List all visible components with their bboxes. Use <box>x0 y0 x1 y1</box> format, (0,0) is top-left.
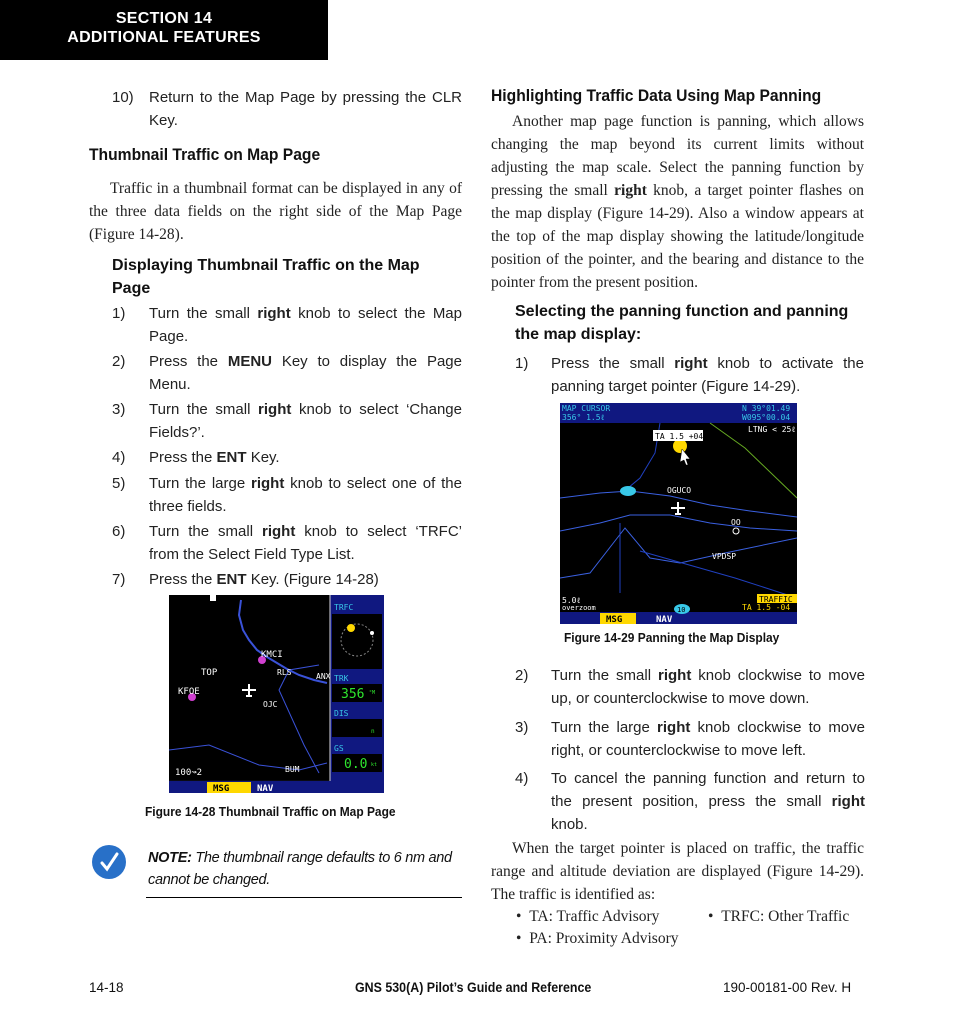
step-number: 4) <box>112 449 126 466</box>
own-aircraft-icon <box>671 502 685 515</box>
trk-unit: °M <box>369 690 376 696</box>
step-text-pre: Press the <box>149 353 228 370</box>
step-number: 5) <box>112 475 126 492</box>
step-text <box>149 398 462 444</box>
label-rls: RLS <box>277 668 292 677</box>
figure-14-28-screen <box>169 595 384 793</box>
ta-bottom-readout: TA 1.5 -04 <box>742 603 791 612</box>
overzoom-label: overzoom <box>562 604 596 612</box>
bullet-text: PA: Proximity Advisory <box>529 930 679 947</box>
right-step-1 <box>515 352 865 400</box>
label-bum: BUM <box>285 765 300 774</box>
msg-annunciator: MSG <box>606 615 623 624</box>
cursor-bearing: 356° 1.5ℓ <box>562 413 605 422</box>
step-text-pre: Turn the large <box>551 719 658 736</box>
step-text-pre: To cancel the panning function and return to the present position, press the small <box>551 770 865 810</box>
step-text <box>551 664 865 710</box>
step-number: 2) <box>515 667 529 684</box>
label-ojc: OJC <box>263 700 278 709</box>
step-2 <box>112 350 462 398</box>
step-text <box>551 352 864 398</box>
step-text <box>149 302 462 348</box>
step-number: 3) <box>515 719 529 736</box>
step-10 <box>112 86 464 134</box>
step-text-post: knob to select one of the three fields. <box>149 475 462 515</box>
step-text-post: knob to select ‘TRFC’ from the Select Field Type List. <box>149 523 462 563</box>
step-text-post: knob clockwise to move right, or counterclockwise to move left. <box>551 719 865 759</box>
step-number: 3) <box>112 401 126 418</box>
step-number: 10) <box>112 89 134 106</box>
waypoint-oguco: OGUCO <box>667 486 692 495</box>
step-text-bold: right <box>257 305 291 322</box>
bullet-ta: • TA: Traffic Advisory <box>516 908 660 925</box>
footer-title: GNS 530(A) Pilot’s Guide and Reference <box>355 980 592 995</box>
step-text-post: Key. <box>246 449 280 466</box>
nav-annunciator: NAV <box>257 784 274 793</box>
step-6 <box>112 520 462 568</box>
panning-paragraph-bold: right <box>614 182 647 199</box>
bullet-text: TA: Traffic Advisory <box>529 908 660 925</box>
note-divider <box>146 897 462 898</box>
dis-label: DIS <box>334 709 349 718</box>
thumbnail-heading: Thumbnail Traffic on Map Page <box>89 145 321 164</box>
map-cursor-label: MAP CURSOR <box>562 404 611 413</box>
step-text-post: knob clockwise to move up, or counterclockwise to move down. <box>551 667 865 707</box>
step-text-post: Key to display the Page Menu. <box>149 353 462 393</box>
label-kmci: KMCI <box>261 650 283 660</box>
page-number: 14-18 <box>89 980 124 995</box>
step-text-pre: Turn the small <box>551 667 658 684</box>
step-text-pre: Press the small <box>551 355 675 372</box>
step-number: 2) <box>112 353 126 370</box>
gs-value: 0.0 <box>344 757 368 772</box>
lightning-label: LTNG < 25ℓ <box>748 425 796 434</box>
step-text-bold: MENU <box>227 353 272 370</box>
note-text <box>148 847 466 891</box>
step-text-bold: right <box>657 667 692 684</box>
step-text <box>149 568 462 591</box>
procedure-heading: Displaying Thumbnail Traffic on the Map Page <box>112 257 420 297</box>
panning-paragraph-part1: Another map page function is panning, which allows changing the map beyond its current limits without adjusting the map scale. Select the panning function by pressing the small <box>491 113 864 199</box>
step-number: 4) <box>515 770 529 787</box>
step-text <box>149 446 462 469</box>
panning-paragraph <box>491 110 864 294</box>
step-text-post: knob to activate the panning target pointer (Figure 14-29). <box>551 355 864 395</box>
step-text-pre: Turn the small <box>149 305 258 322</box>
step-text <box>149 520 462 566</box>
figure-14-29-screen <box>560 403 797 624</box>
step-text-bold: right <box>251 475 285 492</box>
step-text <box>551 767 865 836</box>
step-text-bold: right <box>831 793 865 810</box>
waypoint-vpdsp: VPDSP <box>712 552 737 561</box>
trk-value: 356 <box>341 687 365 702</box>
step-text-bold: ENT <box>216 449 247 466</box>
step-text-post: knob. <box>551 816 588 833</box>
step-number: 1) <box>515 355 529 372</box>
step-3 <box>112 398 462 446</box>
selecting-heading: Selecting the panning function and panning the map display: <box>515 303 849 343</box>
step-number: 6) <box>112 523 126 540</box>
trk-label: TRK <box>334 674 349 683</box>
step-text-bold: right <box>657 719 691 736</box>
figure-14-28-caption: Figure 14-28 Thumbnail Traffic on Map Page <box>145 804 396 819</box>
panning-map-svg <box>560 403 797 624</box>
note-body: The thumbnail range defaults to 6 nm and cannot be changed. <box>148 850 452 888</box>
step-text <box>149 350 462 396</box>
step-1 <box>112 302 462 350</box>
step-text-post: Key. (Figure 14-28) <box>246 571 379 588</box>
step-number: 1) <box>112 305 126 322</box>
range-label: 100↝2 <box>175 768 203 778</box>
step-text-bold: right <box>258 401 292 418</box>
step-text-pre: Turn the small <box>149 401 259 418</box>
panning-paragraph-part2: knob, a target pointer flashes on the map display (Figure 14-29). Also a window appears at the top of the map display showing the latitude/longitude position of the pointer, and the bearing and distance to the pointer from the present position. <box>491 182 864 291</box>
note-label: NOTE: <box>148 850 192 866</box>
step-text-post: knob to select the Map Page. <box>149 305 462 345</box>
gs-label: GS <box>334 744 344 753</box>
marker-label: 10 <box>677 606 686 614</box>
bullet-trfc: • TRFC: Other Traffic <box>708 908 850 925</box>
step-text-pre: Press the <box>149 571 217 588</box>
label-kfoe: KFOE <box>178 687 200 697</box>
thumbnail-map-svg <box>169 595 384 793</box>
step-number: 7) <box>112 571 126 588</box>
step-text-bold: right <box>674 355 708 372</box>
trfc-label: TRFC <box>334 603 354 612</box>
section-tab <box>0 0 328 60</box>
document-number: 190-00181-00 Rev. H <box>723 980 852 995</box>
cursor-longitude: W095°00.04 <box>742 413 791 422</box>
map-scale: 5.0ℓ <box>562 596 581 605</box>
section-number: SECTION 14 <box>115 10 213 27</box>
step-text-post: knob to select ‘Change Fields?’. <box>149 401 462 441</box>
msg-annunciator: MSG <box>213 784 230 793</box>
cursor-latitude: N 39°01.49 <box>742 404 791 413</box>
step-3 <box>515 716 865 764</box>
step-text-pre: Turn the small <box>149 523 262 540</box>
step-text-pre: Press the <box>149 449 217 466</box>
step-text: Return to the Map Page by pressing the CLR Key. <box>149 89 462 129</box>
target-pointer-icon <box>680 449 690 465</box>
step-text <box>551 716 865 762</box>
thumbnail-paragraph: Traffic in a thumbnail format can be displayed in any of the three data fields on the right side of the Map Page (Figure 14-28). <box>89 180 462 243</box>
note-icon <box>92 845 126 879</box>
step-text-bold: ENT <box>216 571 247 588</box>
nav-annunciator: NAV <box>656 615 673 624</box>
bullet-pa: • PA: Proximity Advisory <box>516 930 679 947</box>
dis-unit: n <box>371 728 375 735</box>
traffic-label: TRAFFIC <box>759 595 793 604</box>
figure-14-29-caption: Figure 14-29 Panning the Map Display <box>564 630 780 645</box>
label-anx: ANX <box>316 672 331 681</box>
step-5 <box>112 472 462 520</box>
step-text-pre: Turn the large <box>149 475 252 492</box>
section-title: ADDITIONAL FEATURES <box>67 29 261 46</box>
waypoint-oo: OO <box>731 518 741 527</box>
traffic-paragraph: When the target pointer is placed on traffic, the traffic range and altitude deviation are displayed (Figure 14-29). The traffic is identified as: <box>491 840 864 903</box>
step-2 <box>515 664 865 712</box>
label-top: TOP <box>201 668 218 678</box>
gs-unit: kt <box>371 762 378 768</box>
panning-heading: Highlighting Traffic Data Using Map Panning <box>491 86 822 105</box>
step-text-bold: right <box>262 523 296 540</box>
step-4 <box>515 767 865 833</box>
step-text <box>149 472 462 518</box>
bullet-text: TRFC: Other Traffic <box>721 908 850 925</box>
ta-callout: TA 1.5 +04 <box>655 432 704 441</box>
